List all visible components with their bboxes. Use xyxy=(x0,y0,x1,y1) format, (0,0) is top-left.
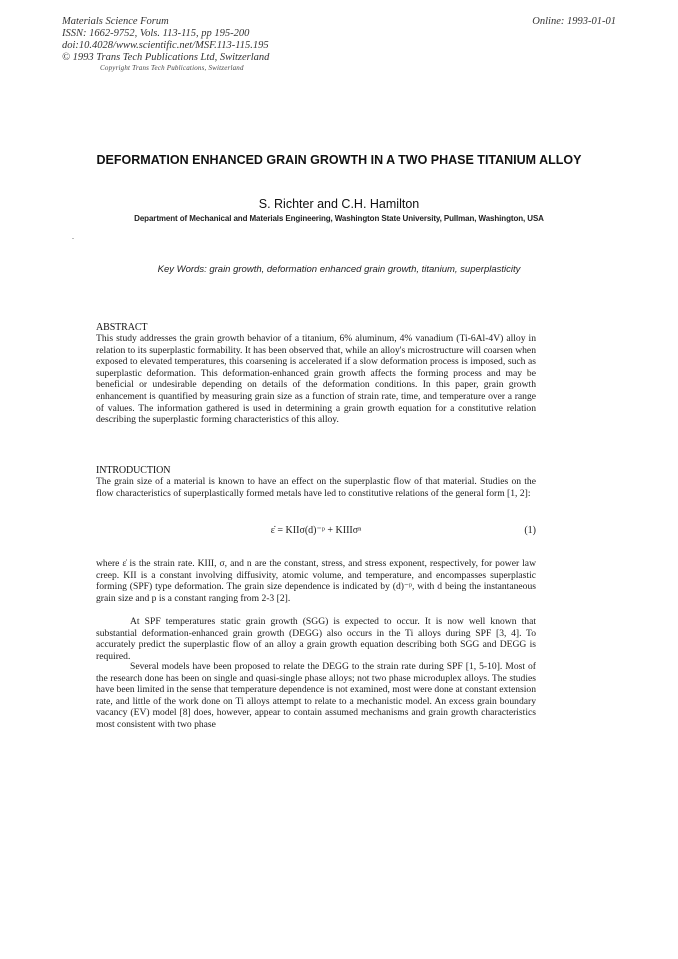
intro-paragraph: where ε̇ is the strain rate. KIII, σ, and n are the constant, stress, and stress exponent, respectively, for power law creep. KII is a constant involving diffusivity, atomic volume, and temperature, and encompasses superplastic forming (SPF) type deformation. The grain size dependence is indicated by (d)⁻ᵖ, with d being the instantaneous grain size and p is a constant ranging from 2-3 [2]. xyxy=(96,558,536,604)
introduction-heading: INTRODUCTION xyxy=(96,465,171,476)
equation-body: ε̇ = KIIσ(d)⁻ᵖ + KIIIσⁿ xyxy=(270,525,362,536)
intro-paragraph: The grain size of a material is known to have an effect on the superplastic flow of that material. Studies on the flow characteristics of superplastically formed metals have led to constitutive relations of the general form [1, 2]: xyxy=(96,476,536,499)
abstract-text: This study addresses the grain growth behavior of a titanium, 6% aluminum, 4% vanadium (Ti-6Al-4V) alloy in relation to its superplastic formability. It has been observed that, while an alloy's microstructure will coarsen when exposed to elevated temperatures, this coarsening is accelerated if a slow deformation process is imposed, such as superplastic deformation. This deformation-enhanced grain growth affects the forming process and may be beneficial or undesirable depending on details of the deformation conditions. In this paper, grain growth enhancement is quantified by measuring grain size as a function of strain rate, time, and temperature over a range of values. The information gathered is used in determining a grain growth equation for a constitutive relation describing the superplastic forming characteristics of this alloy. xyxy=(96,333,536,426)
intro-paragraph: Several models have been proposed to relate the DEGG to the strain rate during SPF [1, 5-10]. Most of the research done has been on single and quasi-single phase alloys; not two phase microduplex alloys. The studies have been limited in the sense that temperature dependence is not examined, most were done at constant extension rate, and little of the work done on Ti alloys attempt to relate to a mechanistic model. An excess grain boundary vacancy (EV) model [8] does, however, appear to contain assumed mechanisms and grain growth characteristics most consistent with two phase xyxy=(96,661,536,730)
paper-title: DEFORMATION ENHANCED GRAIN GROWTH IN A TWO PHASE TITANIUM ALLOY xyxy=(96,153,582,167)
affiliation: Department of Mechanical and Materials Engineering, Washington State University, Pullman, Washington, USA xyxy=(134,214,544,223)
authors: S. Richter and C.H. Hamilton xyxy=(258,197,420,211)
equation-number: (1) xyxy=(524,525,536,536)
issn-line: ISSN: 1662-9752, Vols. 113-115, pp 195-200 xyxy=(62,28,250,39)
keywords: Key Words: grain growth, deformation enhanced grain growth, titanium, superplasticity xyxy=(157,264,521,275)
scan-speck xyxy=(72,238,74,239)
journal-name: Materials Science Forum xyxy=(62,16,169,27)
intro-paragraph: At SPF temperatures static grain growth (SGG) is expected to occur. It is now well known that substantial deformation-enhanced grain growth (DEGG) also occurs in the Ti alloys during SPF [3, 4]. To accurately predict the superplastic flow of an alloy a grain growth equation describing both SGG and DEGG is required. xyxy=(96,616,536,662)
doi-line: doi:10.4028/www.scientific.net/MSF.113-115.195 xyxy=(62,40,269,51)
citation-header xyxy=(62,16,269,64)
copyright-stamp: Copyright Trans Tech Publications, Switzerland xyxy=(100,64,244,72)
abstract-heading: ABSTRACT xyxy=(96,322,148,333)
copyright-line: © 1993 Trans Tech Publications Ltd, Switzerland xyxy=(62,52,270,63)
online-date: Online: 1993-01-01 xyxy=(532,16,616,27)
equation-1 xyxy=(96,525,536,539)
